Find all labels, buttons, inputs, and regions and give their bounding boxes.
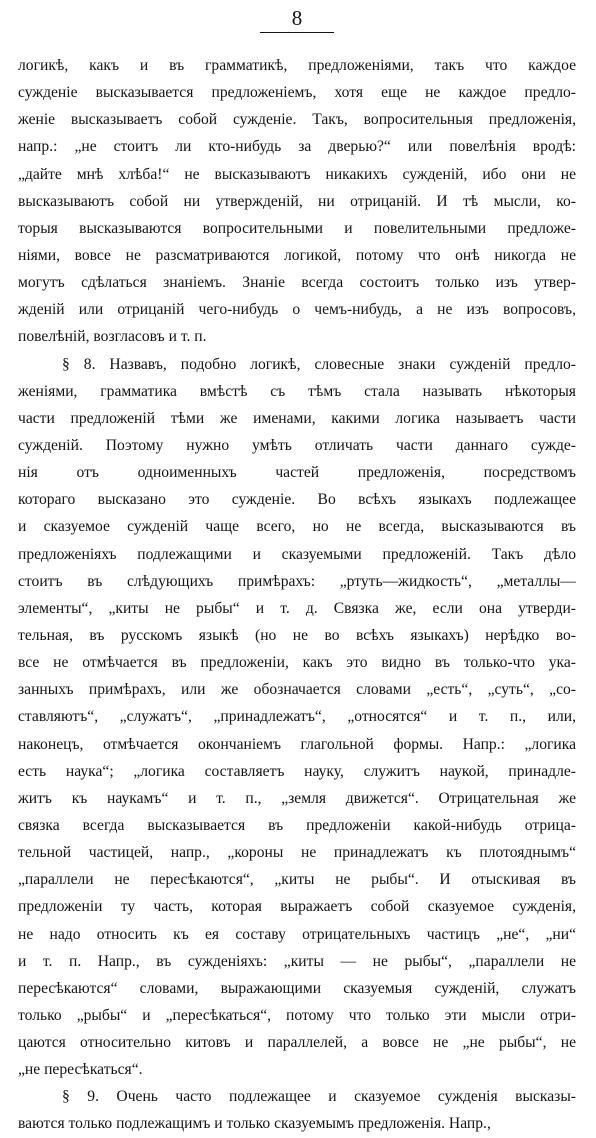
text-line: § 9. Очень часто подлежащее и сказуемое сужденія высказы- [62,1088,576,1106]
text-line: все не отмѣчается въ предложеніи, какъ это видно въ только-что ука- [18,654,576,672]
text-line: цаются относительно китовъ и параллелей, а вовсе не „не рыбы“, не [18,1034,576,1052]
page-header [18,6,576,46]
text-line: могутъ сдѣлаться знаніемъ. Знаніе всегда состоитъ только изъ утвер- [18,274,576,292]
text-line: ніями, вовсе не разсматриваются логикой, потому что онѣ никогда не [18,246,576,264]
body-text [18,52,576,1138]
text-line: предложеніи ту часть, которая выражаетъ собой сказуемое сужденія, [18,898,576,916]
text-line: элементы“, „киты не рыбы“ и т. д. Связка же, если она утверди- [18,599,576,617]
text-line: повелѣній, возгласовъ и т. п. [18,328,207,346]
text-line: котораго высказано это сужденіе. Во всѣхъ языкахъ подлежащее [18,491,576,509]
text-line: нія отъ одноименныхъ частей предложенія, посредствомъ [18,464,576,482]
paragraph-section-9 [18,1083,576,1137]
text-line: тельной частицей, напр., „короны не принадлежатъ къ плотояднымъ“ [18,844,576,862]
text-line: предложеніяхъ подлежащими и сказуемыми предложеній. Такъ дѣло [18,545,576,563]
text-line: и т. п. Напр., въ сужденіяхъ: „киты — не рыбы“, „параллели не [18,952,576,970]
text-line: § 8. Назвавъ, подобно логикѣ, словесные знаки сужденій предло- [62,355,576,373]
paragraph-section-8 [18,351,576,1084]
text-line: только „рыбы“ и „пересѣкаться“, потому что только эти мысли отри- [18,1006,576,1024]
text-line: ставляютъ“, „служатъ“, „принадлежатъ“, „относятся“ и т. п., или, [18,708,576,726]
text-line: пересѣкаются“ словами, выражающими сказуемыя сужденій, служатъ [18,979,576,997]
text-line: жденій или отрицаній чего-нибудь о чемъ-нибудь, а не изъ вопросовъ, [18,301,576,319]
text-line: „не пересѣкаться“. [18,1061,143,1079]
page-number: 8 [260,6,335,33]
text-line: женіе высказываетъ собой сужденіе. Такъ, вопросительныя предложенія, [18,111,576,129]
text-line: женіями, грамматика вмѣстѣ съ тѣмъ стала называть нѣкоторыя [18,382,576,400]
text-line: высказываютъ собой ни утвержденій, ни отрицаній. И тѣ мысли, ко- [18,192,576,210]
text-line: занныхъ примѣрахъ, или же обозначается словами „есть“, „суть“, „со- [18,681,576,699]
text-line: „дайте мнѣ хлѣба!“ не высказываютъ никакихъ сужденій, ибо они не [18,165,576,183]
text-line: тельная, въ русскомъ языкѣ (но не во всѣхъ языкахъ) нерѣдко во- [18,626,576,644]
text-line: стоитъ въ слѣдующихъ примѣрахъ: „ртуть—жидкость“, „металлы— [18,572,576,590]
paragraph-continuation [18,52,576,351]
text-line: и сказуемое сужденій чаще всего, но не всегда, высказываются въ [18,518,576,536]
text-line: напр.: „не стоитъ ли кто-нибудь за дверью?“ или повелѣнія вродѣ: [18,138,576,156]
text-line: части предложеній тѣми же именами, какими логика называетъ части [18,409,576,427]
text-line: не надо относить къ ея составу отрицательныхъ частицъ „не“, „ни“ [18,925,576,943]
text-line: есть наука“; „логика составляетъ науку, служитъ наукой, принадле- [18,762,576,780]
text-line: житъ къ наукамъ“ и т. п., „земля движется“. Отрицательная же [18,789,576,807]
text-line: „параллели не пересѣкаются“, „киты не рыбы“. И отыскивая въ [18,871,576,889]
text-line: логикѣ, какъ и въ грамматикѣ, предложеніями, такъ что каждое [18,57,576,74]
text-line: торыя высказываются вопросительными и повелительными предложе- [18,219,576,237]
text-line: связка всегда высказывается въ предложеніи какой-нибудь отрица- [18,816,576,834]
text-line: наконецъ, отмѣчается окончаніемъ глагольной формы. Напр.: „логика [18,735,576,753]
text-line: сужденіе высказывается предложеніемъ, хотя еще не каждое предло- [18,84,576,102]
text-line: сужденій. Поэтому нужно умѣть отличать части даннаго сужде- [18,436,576,454]
text-line: ваются только подлежащимъ и только сказуемымъ предложенія. Напр., [18,1115,491,1133]
